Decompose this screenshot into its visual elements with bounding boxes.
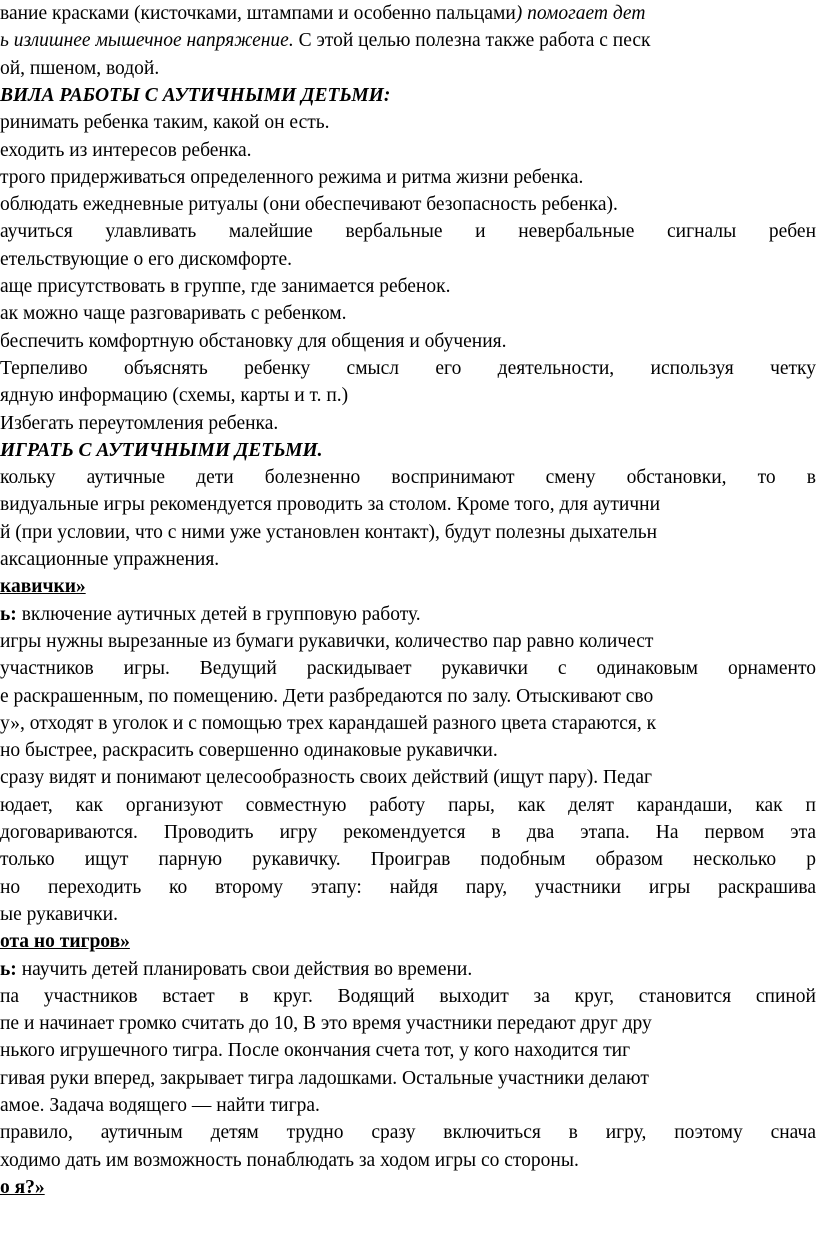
text-line	[0, 55, 159, 82]
text-line	[0, 246, 292, 273]
text-segment: ходимо дать им возможность понаблюдать за ходом игры со стороны.	[0, 1149, 579, 1171]
text-segment: но переходить ко второму этапу: найдя пару, участники игры раскрашива	[0, 876, 816, 898]
text-line	[0, 1147, 579, 1174]
text-segment: ые рукавички.	[0, 903, 118, 925]
text-line	[0, 1092, 320, 1119]
text-segment: С этой целью полезна также работа с песк	[293, 30, 651, 52]
text-line	[0, 191, 618, 218]
text-segment: договариваются. Проводить игру рекомендуется в два этапа. На первом эта	[0, 822, 816, 843]
text-segment: беспечить комфортную обстановку для общения и обучения.	[0, 330, 507, 352]
text-line	[0, 764, 652, 791]
text-segment: ядную информацию (схемы, карты и т. п.)	[0, 385, 349, 407]
text-segment: юдает, как организуют совместную работу пары, как делят карандаши, как п	[0, 794, 816, 816]
text-segment: ой, пшеном, водой.	[0, 57, 160, 79]
text-segment: облюдать ежедневные ритуалы (они обеспечивают безопасность ребенка).	[0, 194, 618, 216]
text-segment: вание красками (кисточками, штампами и особенно пальцами	[0, 3, 516, 24]
text-segment: етельствующие о его дискомфорте.	[0, 248, 293, 270]
text-line	[0, 382, 348, 409]
text-segment: ИГРАТЬ С АУТИЧНЫМИ ДЕТЬМИ.	[0, 439, 323, 461]
text-segment: сразу видят и понимают целесообразность своих действий (ищут пару). Педаг	[0, 767, 653, 789]
text-segment: аще присутствовать в группе, где занимается ребенок.	[0, 276, 451, 297]
text-line	[0, 792, 816, 819]
text-line	[0, 464, 816, 491]
text-line	[0, 300, 346, 327]
text-segment: Избегать переутомления ребенка.	[0, 412, 279, 434]
text-line	[0, 1174, 45, 1201]
text-segment: ота но тигров»	[0, 931, 130, 953]
text-line	[0, 956, 472, 983]
text-segment: еходить из интересов ребенка.	[0, 139, 252, 161]
text-line	[0, 410, 278, 437]
text-segment: па участников встает в круг. Водящий выходит за круг, становится спиной	[0, 985, 816, 1007]
text-line	[0, 601, 421, 628]
text-line	[0, 27, 651, 54]
text-line	[0, 874, 816, 901]
text-segment: ак можно чаще разговаривать с ребенком.	[0, 303, 347, 325]
text-segment: участников игры. Ведущий раскидывает рукавички с одинаковым орнаменто	[0, 658, 816, 680]
text-segment: ) помогает дет	[515, 3, 646, 24]
text-line	[0, 683, 653, 710]
text-line	[0, 710, 656, 737]
text-line	[0, 437, 322, 464]
text-line	[0, 218, 816, 245]
text-line	[0, 928, 130, 955]
text-segment: пе и начинает громко считать до 10, В это время участники передают друг дру	[0, 1013, 652, 1035]
text-line	[0, 109, 330, 136]
text-segment: аксационные упражнения.	[0, 549, 220, 570]
text-line	[0, 0, 645, 27]
text-line	[0, 628, 653, 655]
text-segment: правило, аутичным детям трудно сразу включиться в игру, поэтому снача	[0, 1122, 816, 1144]
text-segment: но быстрее, раскрасить совершенно одинаковые рукавички.	[0, 740, 498, 762]
text-segment: ринимать ребенка таким, какой он есть.	[0, 112, 330, 134]
text-line	[0, 355, 816, 382]
text-line	[0, 82, 390, 109]
text-line	[0, 1065, 649, 1092]
text-segment: е раскрашенным, по помещению. Дети разбредаются по залу. Отыскивают сво	[0, 685, 654, 707]
text-segment: амое. Задача водящего — найти тигра.	[0, 1095, 320, 1116]
text-line	[0, 1037, 630, 1064]
text-line	[0, 546, 219, 573]
text-segment: аучиться улавливать малейшие вербальные и невербальные сигналы ребен	[0, 221, 816, 243]
text-segment: ь излишнее мышечное напряжение.	[0, 30, 294, 52]
text-segment: включение аутичных детей в групповую работу.	[16, 603, 421, 625]
text-segment: трого придерживаться определенного режима и ритма жизни ребенка.	[0, 166, 584, 188]
text-line	[0, 491, 660, 518]
text-segment: гивая руки вперед, закрывает тигра ладошками. Остальные участники делают	[0, 1067, 649, 1089]
text-line	[0, 573, 86, 600]
text-line	[0, 1010, 652, 1037]
text-line	[0, 819, 816, 846]
text-segment: о я?»	[0, 1176, 45, 1198]
text-line	[0, 846, 816, 873]
text-line	[0, 164, 583, 191]
text-segment: у», отходят в уголок и с помощью трех карандашей разного цвета стараются, к	[0, 712, 657, 734]
text-segment: ь:	[0, 958, 17, 980]
text-segment: й (при условии, что с ними уже установлен контакт), будут полезны дыхательн	[0, 521, 658, 543]
text-line	[0, 328, 507, 355]
text-line	[0, 901, 118, 928]
text-segment: ВИЛА РАБОТЫ С АУТИЧНЫМИ ДЕТЬМИ:	[0, 84, 391, 106]
text-segment: видуальные игры рекомендуется проводить за столом. Кроме того, для аутични	[0, 494, 661, 516]
text-line	[0, 655, 816, 682]
text-line	[0, 519, 657, 546]
text-line	[0, 1119, 816, 1146]
text-line	[0, 137, 252, 164]
text-segment: игры нужны вырезанные из бумаги рукавички, количество пар равно количест	[0, 630, 654, 652]
text-segment: кольку аутичные дети болезненно воспринимают смену обстановки, то в	[0, 467, 816, 489]
text-line	[0, 737, 498, 764]
text-segment: только ищут парную рукавичку. Проиграв подобным образом несколько р	[0, 849, 816, 871]
text-segment: ь:	[0, 603, 17, 625]
text-segment: научить детей планировать свои действия во времени.	[16, 958, 473, 980]
text-segment: кавички»	[0, 576, 86, 598]
text-line	[0, 983, 816, 1010]
text-segment: Терпеливо объяснять ребенку смысл его деятельности, используя четку	[0, 357, 816, 379]
text-segment: нького игрушечного тигра. После окончания счета тот, у кого находится тиг	[0, 1040, 631, 1062]
text-line	[0, 273, 450, 300]
